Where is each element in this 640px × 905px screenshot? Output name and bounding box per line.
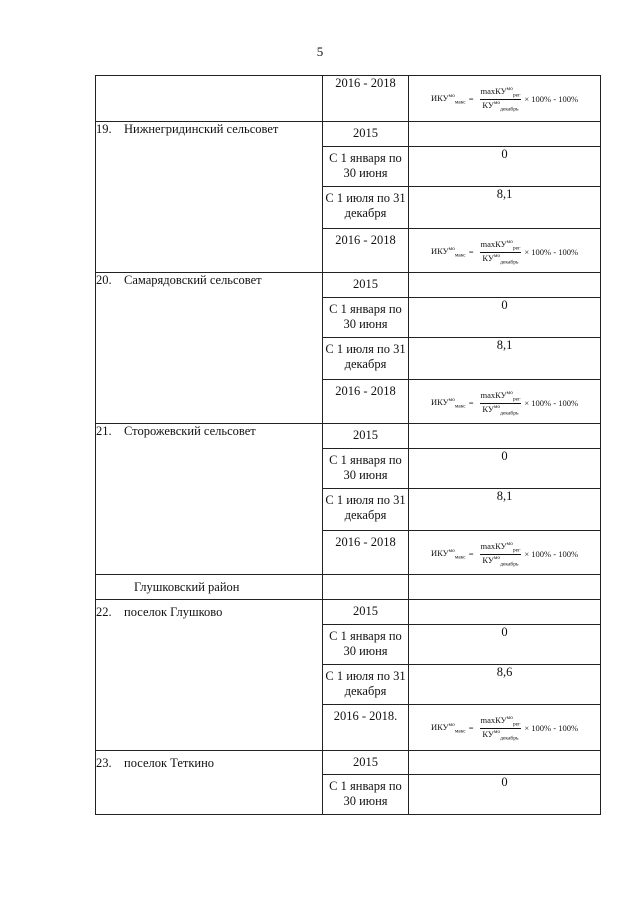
value-cell: 8,1 xyxy=(409,338,601,380)
period-cell: С 1 января по 30 июня xyxy=(323,298,409,338)
formula: $ИКУ^{мо}_{макс}$ = $\frac{\max КУ^{мо}_{рег}}{КУ^{мо}_{декабрь}}$ × 100% - 100% xyxy=(430,239,579,266)
period-cell: 2016 - 2018 xyxy=(323,229,409,273)
period-cell: 2016 - 2018. xyxy=(323,705,409,751)
value-cell: 8,1 xyxy=(409,489,601,531)
formula-cell xyxy=(409,531,601,575)
table-row xyxy=(96,273,601,298)
table-row xyxy=(96,76,601,122)
formula: $ИКУ^{мо}_{макс}$ = $\frac{\max КУ^{мо}_{рег}}{КУ^{мо}_{декабрь}}$ × 100% - 100% xyxy=(430,715,579,742)
tariff-table xyxy=(95,75,601,815)
formula-cell xyxy=(409,229,601,273)
district-heading: Глушковский район xyxy=(96,575,323,600)
period-cell: 2016 - 2018 xyxy=(323,531,409,575)
year-cell: 2015 xyxy=(323,273,409,298)
year-cell: 2015 xyxy=(323,600,409,625)
formula: $ИКУ^{мо}_{макс}$ = $\frac{\max КУ^{мо}_{рег}}{КУ^{мо}_{декабрь}}$ × 100% - 100% xyxy=(430,390,579,417)
formula-cell xyxy=(409,705,601,751)
period-cell: С 1 июля по 31 декабря xyxy=(323,338,409,380)
settlement-name-cell: 21. Сторожевский сельсовет xyxy=(96,424,323,575)
table-row xyxy=(96,122,601,147)
period-cell: С 1 января по 30 июня xyxy=(323,449,409,489)
period-cell: С 1 января по 30 июня xyxy=(323,147,409,187)
formula: $ИКУ^{мо}_{макс}$ = $\frac{\max КУ^{мо}_{рег}}{КУ^{мо}_{декабрь}}$ × 100% - 100% xyxy=(430,541,579,568)
table-row xyxy=(96,751,601,775)
value-cell: 0 xyxy=(409,298,601,338)
table-row xyxy=(96,575,601,600)
settlement-name-cell: 20. Самарядовский сельсовет xyxy=(96,273,323,424)
period-cell: С 1 января по 30 июня xyxy=(323,625,409,665)
period-cell: С 1 июля по 31 декабря xyxy=(323,489,409,531)
settlement-name-cell: 23. поселок Теткино xyxy=(96,751,323,815)
table-row xyxy=(96,424,601,449)
formula-cell xyxy=(409,76,601,122)
year-cell: 2015 xyxy=(323,424,409,449)
formula-cell xyxy=(409,380,601,424)
period-cell: С 1 июля по 31 декабря xyxy=(323,187,409,229)
settlement-name-cell: 19. Нижнегридинский сельсовет xyxy=(96,122,323,273)
page-number: 5 xyxy=(316,44,324,59)
value-cell: 0 xyxy=(409,775,601,815)
value-cell: 8,1 xyxy=(409,187,601,229)
value-cell: 0 xyxy=(409,625,601,665)
formula: $ИКУ^{мо}_{макс}$ = $\frac{\max КУ^{мо}_{рег}}{КУ^{мо}_{декабрь}}$ × 100% - 100% xyxy=(430,86,579,113)
period-cell: 2016 - 2018 xyxy=(323,380,409,424)
table-row xyxy=(96,600,601,625)
period-cell: 2016 - 2018 xyxy=(323,76,409,122)
year-cell: 2015 xyxy=(323,122,409,147)
settlement-name-cell: 22. поселок Глушково xyxy=(96,600,323,751)
period-cell: С 1 июля по 31 декабря xyxy=(323,665,409,705)
period-cell: С 1 января по 30 июня xyxy=(323,775,409,815)
value-cell: 0 xyxy=(409,449,601,489)
value-cell: 0 xyxy=(409,147,601,187)
value-cell: 8,6 xyxy=(409,665,601,705)
year-cell: 2015 xyxy=(323,751,409,775)
